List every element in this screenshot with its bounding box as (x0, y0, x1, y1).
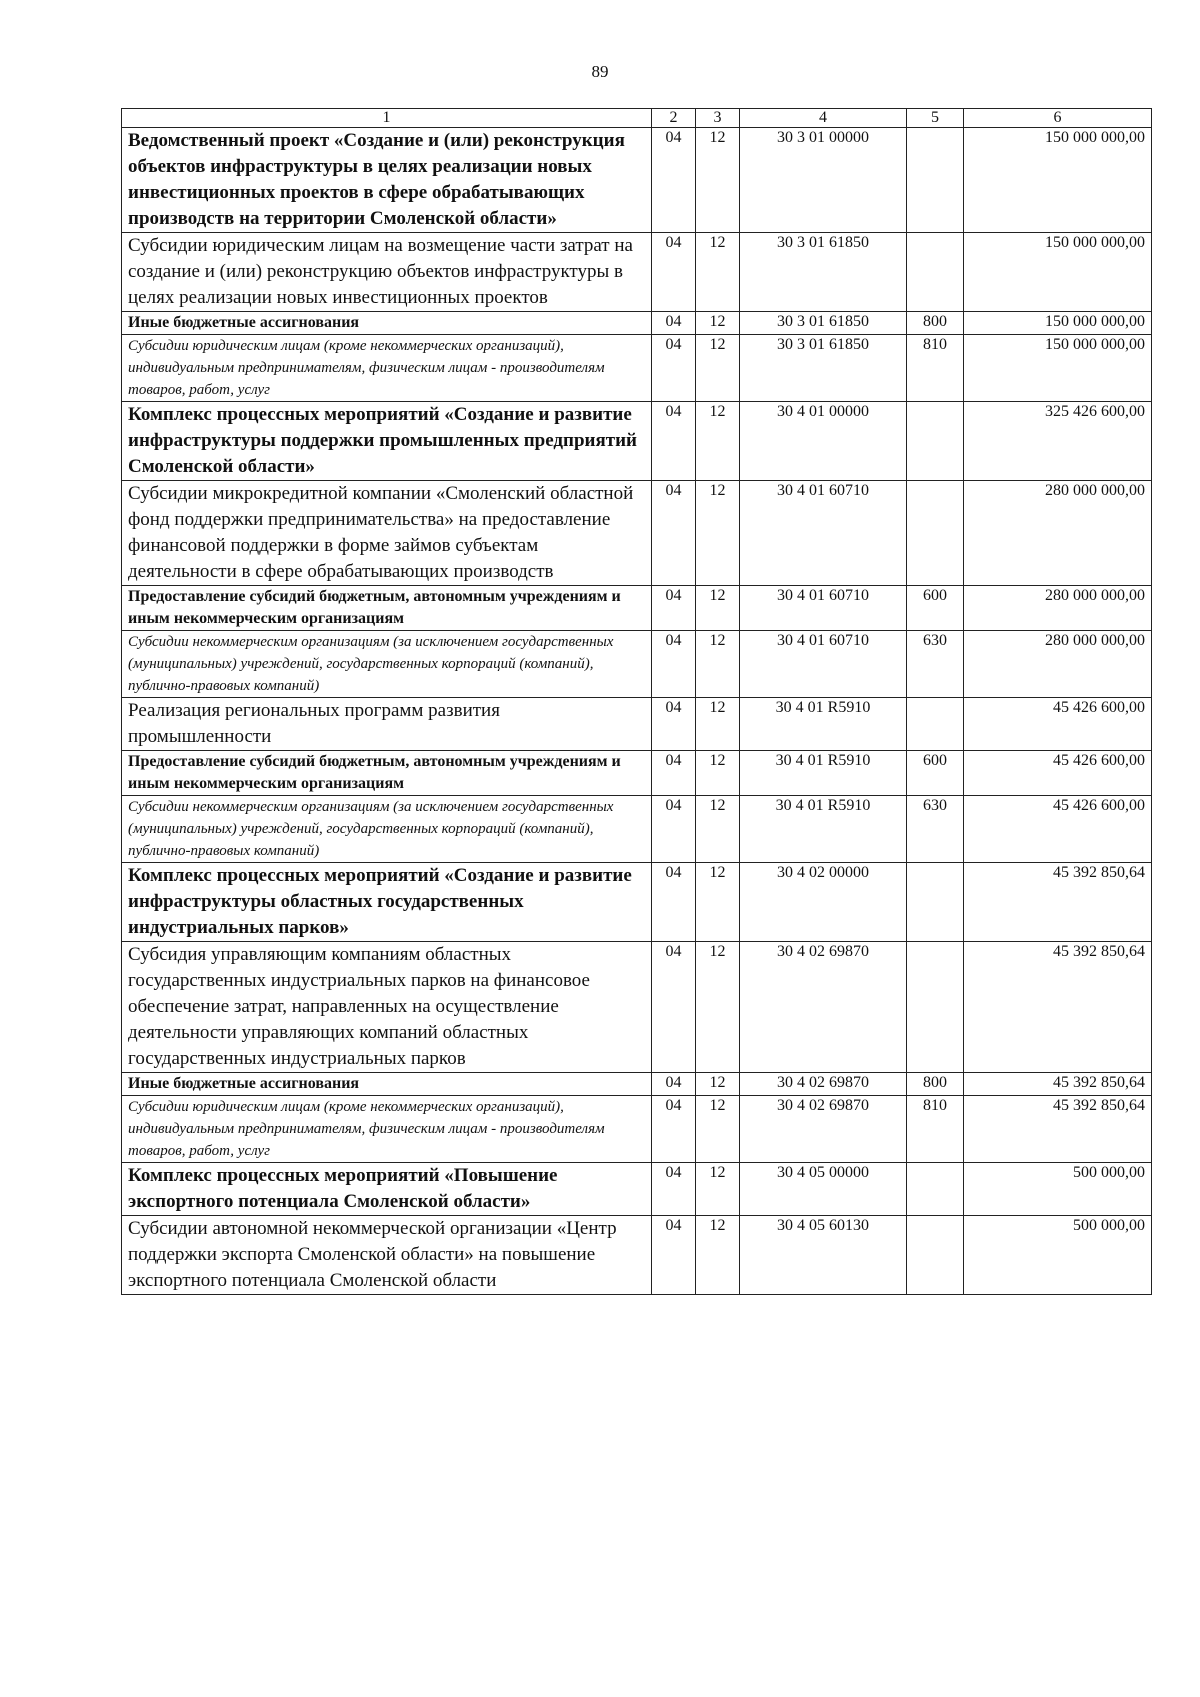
row-name: Иные бюджетные ассигнования (122, 1073, 652, 1096)
row-target-code: 30 3 01 61850 (740, 233, 907, 312)
row-target-code: 30 4 01 00000 (740, 402, 907, 481)
row-section: 04 (652, 335, 696, 402)
row-subsection: 12 (696, 312, 740, 335)
row-amount: 280 000 000,00 (964, 481, 1152, 586)
row-expense-type (907, 402, 964, 481)
row-section: 04 (652, 586, 696, 631)
row-target-code: 30 4 05 00000 (740, 1163, 907, 1216)
row-subsection: 12 (696, 586, 740, 631)
row-target-code: 30 4 02 69870 (740, 1073, 907, 1096)
row-name: Ведомственный проект «Создание и (или) реконструкция объектов инфраструктуры в целях реализации новых инвестиционных проектов в сфере обрабатывающих производств на территории Смоленской области» (122, 128, 652, 233)
header-cell-4: 4 (740, 109, 907, 128)
row-target-code: 30 4 01 R5910 (740, 796, 907, 863)
row-amount: 45 426 600,00 (964, 796, 1152, 863)
row-amount: 45 426 600,00 (964, 698, 1152, 751)
table-header-row (122, 109, 1152, 128)
row-name: Иные бюджетные ассигнования (122, 312, 652, 335)
row-section: 04 (652, 481, 696, 586)
row-target-code: 30 3 01 61850 (740, 312, 907, 335)
row-subsection: 12 (696, 1096, 740, 1163)
row-amount: 45 392 850,64 (964, 942, 1152, 1073)
row-expense-type: 600 (907, 586, 964, 631)
row-amount: 500 000,00 (964, 1163, 1152, 1216)
row-target-code: 30 4 05 60130 (740, 1216, 907, 1295)
row-expense-type: 630 (907, 796, 964, 863)
budget-table (121, 108, 1152, 1295)
header-cell-3: 3 (696, 109, 740, 128)
row-section: 04 (652, 402, 696, 481)
table-row (122, 312, 1152, 335)
row-expense-type (907, 481, 964, 586)
row-name: Реализация региональных программ развития промышленности (122, 698, 652, 751)
row-target-code: 30 4 01 60710 (740, 631, 907, 698)
row-name: Комплекс процессных мероприятий «Повышение экспортного потенциала Смоленской области» (122, 1163, 652, 1216)
row-expense-type: 630 (907, 631, 964, 698)
table-row (122, 1216, 1152, 1295)
row-name: Субсидия управляющим компаниям областных государственных индустриальных парков на финансовое обеспечение затрат, направленных на осуществление деятельности управляющих компаний областных государственных индустриальных парков (122, 942, 652, 1073)
table-row (122, 128, 1152, 233)
row-amount: 45 426 600,00 (964, 751, 1152, 796)
row-subsection: 12 (696, 481, 740, 586)
row-amount: 150 000 000,00 (964, 233, 1152, 312)
row-target-code: 30 4 01 60710 (740, 586, 907, 631)
table-row (122, 751, 1152, 796)
row-expense-type (907, 1216, 964, 1295)
row-section: 04 (652, 631, 696, 698)
row-amount: 45 392 850,64 (964, 1073, 1152, 1096)
row-section: 04 (652, 128, 696, 233)
table-row (122, 942, 1152, 1073)
table-row (122, 233, 1152, 312)
row-subsection: 12 (696, 1163, 740, 1216)
row-section: 04 (652, 942, 696, 1073)
row-expense-type (907, 233, 964, 312)
row-section: 04 (652, 796, 696, 863)
row-expense-type: 800 (907, 1073, 964, 1096)
table-row (122, 631, 1152, 698)
row-subsection: 12 (696, 335, 740, 402)
row-section: 04 (652, 312, 696, 335)
row-expense-type: 800 (907, 312, 964, 335)
table-row (122, 402, 1152, 481)
row-name: Субсидии некоммерческим организациям (за исключением государственных (муниципальных) учреждений, государственных корпораций (компаний), публично-правовых компаний) (122, 796, 652, 863)
header-cell-6: 6 (964, 109, 1152, 128)
table-row (122, 1096, 1152, 1163)
table-row (122, 335, 1152, 402)
row-name: Субсидии юридическим лицам (кроме некоммерческих организаций), индивидуальным предпринимателям, физическим лицам - производителям товаров, работ, услуг (122, 335, 652, 402)
row-name: Субсидии юридическим лицам (кроме некоммерческих организаций), индивидуальным предпринимателям, физическим лицам - производителям товаров, работ, услуг (122, 1096, 652, 1163)
header-cell-5: 5 (907, 109, 964, 128)
page-number: 89 (591, 62, 609, 81)
row-subsection: 12 (696, 402, 740, 481)
row-subsection: 12 (696, 1216, 740, 1295)
row-name: Субсидии некоммерческим организациям (за исключением государственных (муниципальных) учреждений, государственных корпораций (компаний), публично-правовых компаний) (122, 631, 652, 698)
row-subsection: 12 (696, 233, 740, 312)
row-amount: 150 000 000,00 (964, 312, 1152, 335)
row-amount: 500 000,00 (964, 1216, 1152, 1295)
row-section: 04 (652, 751, 696, 796)
row-name: Предоставление субсидий бюджетным, автономным учреждениям и иным некоммерческим организациям (122, 586, 652, 631)
row-subsection: 12 (696, 942, 740, 1073)
row-expense-type (907, 128, 964, 233)
row-subsection: 12 (696, 128, 740, 233)
row-section: 04 (652, 1216, 696, 1295)
row-name: Субсидии микрокредитной компании «Смоленский областной фонд поддержки предпринимательства» на предоставление финансовой поддержки в форме займов субъектам деятельности в сфере обрабатывающих производств (122, 481, 652, 586)
row-name: Субсидии автономной некоммерческой организации «Центр поддержки экспорта Смоленской области» на повышение экспортного потенциала Смоленской области (122, 1216, 652, 1295)
row-section: 04 (652, 698, 696, 751)
row-expense-type: 810 (907, 335, 964, 402)
row-section: 04 (652, 233, 696, 312)
row-amount: 150 000 000,00 (964, 335, 1152, 402)
row-amount: 325 426 600,00 (964, 402, 1152, 481)
row-amount: 45 392 850,64 (964, 863, 1152, 942)
row-target-code: 30 4 02 00000 (740, 863, 907, 942)
row-name: Комплекс процессных мероприятий «Создание и развитие инфраструктуры областных государственных индустриальных парков» (122, 863, 652, 942)
header-cell-2: 2 (652, 109, 696, 128)
row-name: Комплекс процессных мероприятий «Создание и развитие инфраструктуры поддержки промышленных предприятий Смоленской области» (122, 402, 652, 481)
table-row (122, 1163, 1152, 1216)
row-section: 04 (652, 1163, 696, 1216)
table-row (122, 586, 1152, 631)
row-name: Предоставление субсидий бюджетным, автономным учреждениям и иным некоммерческим организациям (122, 751, 652, 796)
row-amount: 280 000 000,00 (964, 631, 1152, 698)
row-amount: 280 000 000,00 (964, 586, 1152, 631)
row-target-code: 30 4 01 R5910 (740, 698, 907, 751)
row-expense-type: 810 (907, 1096, 964, 1163)
row-amount: 150 000 000,00 (964, 128, 1152, 233)
row-target-code: 30 3 01 00000 (740, 128, 907, 233)
header-cell-1: 1 (122, 109, 652, 128)
row-section: 04 (652, 1096, 696, 1163)
row-expense-type (907, 942, 964, 1073)
row-expense-type (907, 1163, 964, 1216)
row-subsection: 12 (696, 631, 740, 698)
row-target-code: 30 4 02 69870 (740, 1096, 907, 1163)
row-target-code: 30 3 01 61850 (740, 335, 907, 402)
row-expense-type (907, 863, 964, 942)
row-subsection: 12 (696, 698, 740, 751)
row-section: 04 (652, 1073, 696, 1096)
row-subsection: 12 (696, 863, 740, 942)
table-row (122, 796, 1152, 863)
row-subsection: 12 (696, 796, 740, 863)
row-amount: 45 392 850,64 (964, 1096, 1152, 1163)
row-expense-type: 600 (907, 751, 964, 796)
row-subsection: 12 (696, 751, 740, 796)
table-row (122, 481, 1152, 586)
table-row (122, 698, 1152, 751)
row-target-code: 30 4 01 60710 (740, 481, 907, 586)
row-expense-type (907, 698, 964, 751)
row-target-code: 30 4 01 R5910 (740, 751, 907, 796)
table-row (122, 863, 1152, 942)
row-section: 04 (652, 863, 696, 942)
row-name: Субсидии юридическим лицам на возмещение части затрат на создание и (или) реконструкцию объектов инфраструктуры в целях реализации новых инвестиционных проектов (122, 233, 652, 312)
row-target-code: 30 4 02 69870 (740, 942, 907, 1073)
table-row (122, 1073, 1152, 1096)
row-subsection: 12 (696, 1073, 740, 1096)
